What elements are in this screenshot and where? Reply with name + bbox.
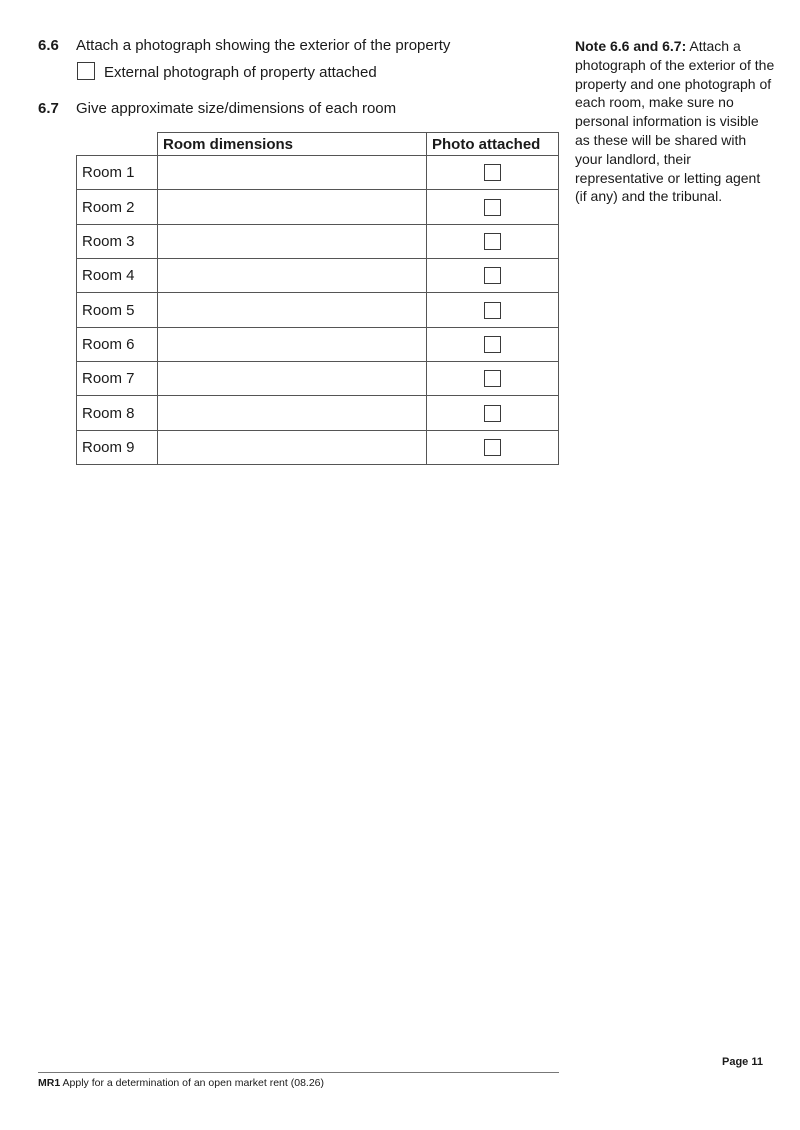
photo-attached-cell xyxy=(426,395,559,430)
photo-attached-cell xyxy=(426,258,559,293)
photo-attached-checkbox[interactable] xyxy=(484,199,501,216)
photo-attached-cell xyxy=(426,292,559,327)
photo-attached-cell xyxy=(426,224,559,259)
question-number: 6.7 xyxy=(38,100,59,117)
question-text: Attach a photograph showing the exterior of the property xyxy=(76,37,451,54)
room-label: Room 9 xyxy=(76,430,158,465)
question-text: Give approximate size/dimensions of each room xyxy=(76,100,397,117)
room-label: Room 6 xyxy=(76,327,158,362)
guidance-note xyxy=(575,37,775,206)
room-dimensions-field[interactable] xyxy=(157,430,427,465)
room-dimensions-field[interactable] xyxy=(157,224,427,259)
photo-attached-checkbox[interactable] xyxy=(484,405,501,422)
external-photo-checkbox[interactable] xyxy=(77,62,95,80)
photo-attached-checkbox[interactable] xyxy=(484,267,501,284)
photo-attached-checkbox[interactable] xyxy=(484,439,501,456)
footer-divider xyxy=(38,1072,559,1073)
external-photo-checkbox-label: External photograph of property attached xyxy=(104,64,377,81)
photo-attached-checkbox[interactable] xyxy=(484,336,501,353)
photo-attached-checkbox[interactable] xyxy=(484,370,501,387)
room-dimensions-field[interactable] xyxy=(157,155,427,190)
room-label: Room 5 xyxy=(76,292,158,327)
note-heading: Note 6.6 and 6.7: xyxy=(575,38,687,54)
header-photo-attached: Photo attached xyxy=(426,132,559,156)
photo-attached-checkbox[interactable] xyxy=(484,233,501,250)
room-dimensions-field[interactable] xyxy=(157,258,427,293)
photo-attached-cell xyxy=(426,189,559,224)
room-label: Room 3 xyxy=(76,224,158,259)
footer-form-code: MR1 xyxy=(38,1077,61,1089)
photo-attached-cell xyxy=(426,361,559,396)
note-body: Attach a photograph of the exterior of the property and one photograph of each room, make sure no personal information is visible as these will be shared with your landlord, their representative or letting agent (if any) and the tribunal. xyxy=(575,38,775,205)
header-room-dimensions: Room dimensions xyxy=(157,132,427,156)
room-dimensions-field[interactable] xyxy=(157,292,427,327)
photo-attached-cell xyxy=(426,155,559,190)
question-number: 6.6 xyxy=(38,37,59,54)
photo-attached-cell xyxy=(426,430,559,465)
room-dimensions-field[interactable] xyxy=(157,361,427,396)
room-label: Room 2 xyxy=(76,189,158,224)
question-6-6 xyxy=(38,37,558,57)
room-label: Room 1 xyxy=(76,155,158,190)
photo-attached-cell xyxy=(426,327,559,362)
question-6-7 xyxy=(38,100,558,120)
photo-attached-checkbox[interactable] xyxy=(484,302,501,319)
room-label: Room 8 xyxy=(76,395,158,430)
photo-attached-checkbox[interactable] xyxy=(484,164,501,181)
room-dimensions-field[interactable] xyxy=(157,189,427,224)
room-dimensions-field[interactable] xyxy=(157,395,427,430)
footer-form-info xyxy=(38,1077,324,1089)
footer-form-title: Apply for a determination of an open market rent (08.26) xyxy=(62,1077,324,1089)
room-dimensions-field[interactable] xyxy=(157,327,427,362)
room-label: Room 7 xyxy=(76,361,158,396)
page-number: Page 11 xyxy=(722,1056,763,1068)
room-dimensions-table xyxy=(76,132,559,464)
room-label: Room 4 xyxy=(76,258,158,293)
